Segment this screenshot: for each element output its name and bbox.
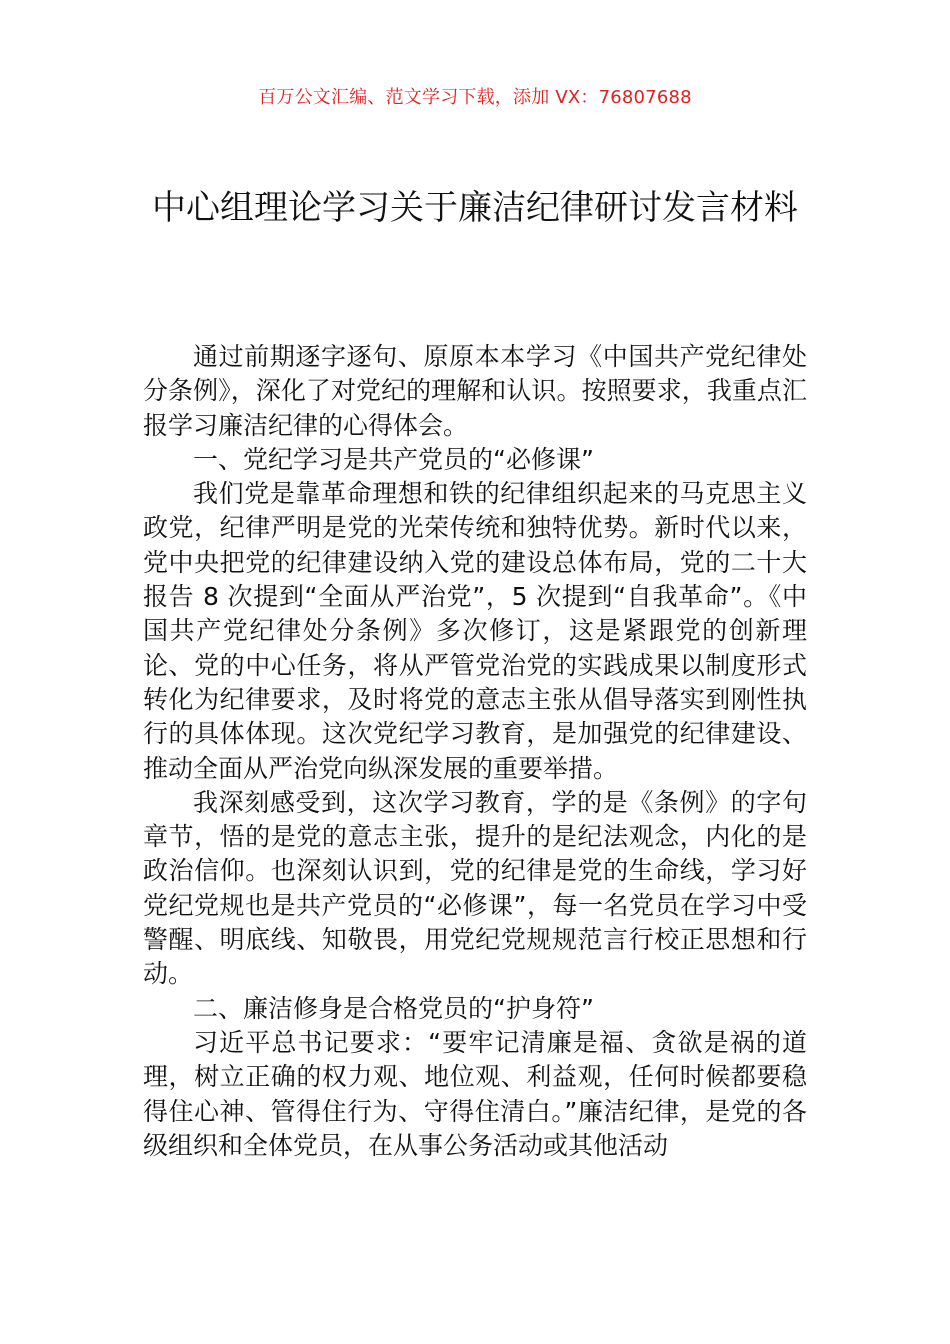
- intro-paragraph: 通过前期逐字逐句、原原本本学习《中国共产党纪律处分条例》，深化了对党纪的理解和认识。按照要求，我重点汇报学习廉洁纪律的心得体会。: [143, 342, 807, 440]
- section-heading-1: 一、党纪学习是共产党员的“必修课”: [193, 444, 594, 474]
- body-paragraph: 我深刻感受到，这次学习教育，学的是《条例》的字句章节，悟的是党的意志主张，提升的是纪法观念，内化的是政治信仰。也深刻认识到，党的纪律是党的生命线，学习好党纪党规也是共产党员的“必修课”，每一名党员在学习中受警醒、明底线、知敬畏，用党纪党规规范言行校正思想和行动。: [143, 787, 807, 989]
- document-body: [143, 340, 807, 1163]
- download-notice: 百万公文汇编、范文学习下载，添加 VX：76807688: [258, 87, 692, 108]
- section-heading-2: 二、廉洁修身是合格党员的“护身符”: [193, 993, 594, 1023]
- page-title: 中心组理论学习关于廉洁纪律研讨发言材料: [152, 188, 798, 228]
- body-paragraph: 我们党是靠革命理想和铁的纪律组织起来的马克思主义政党，纪律严明是党的光荣传统和独特优势。新时代以来，党中央把党的纪律建设纳入党的建设总体布局，党的二十大报告 8 次提到“全面从严治党”，5 次提到“自我革命”。《中国共产党纪律处分条例》多次修订，这是紧跟党的创新理论、党的中心任务，将从严管党治党的实践成果以制度形式转化为纪律要求，及时将党的意志主张从倡导落实到刚性执行的具体体现。这次党纪学习教育，是加强党的纪律建设、推动全面从严治党向纵深发展的重要举措。: [143, 479, 807, 783]
- body-paragraph: 习近平总书记要求：“要牢记清廉是福、贪欲是祸的道理，树立正确的权力观、地位观、利益观，任何时候都要稳得住心神、管得住行为、守得住清白。”廉洁纪律，是党的各级组织和全体党员，在从事公务活动或其他活动: [143, 1027, 807, 1160]
